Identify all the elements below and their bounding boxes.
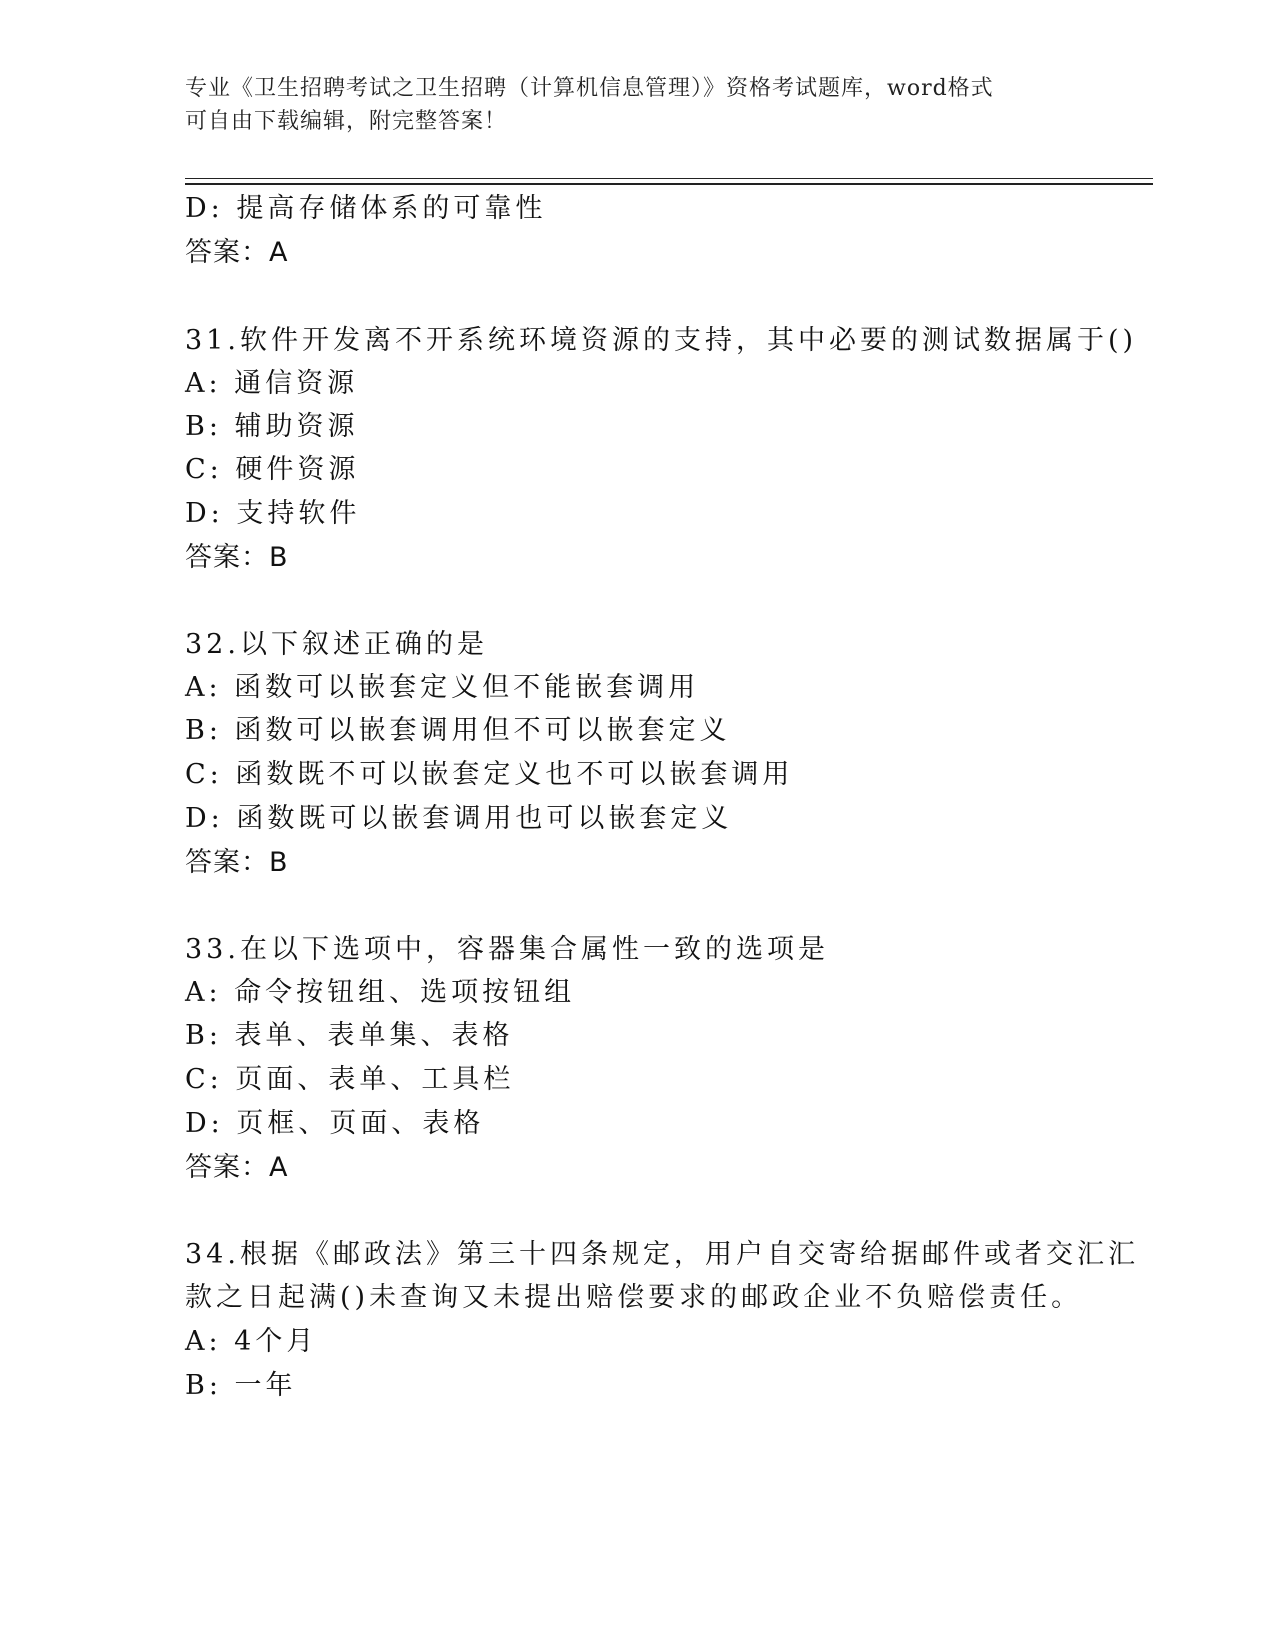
- q31-stem: 31.软件开发离不开系统环境资源的支持，其中必要的测试数据属于(): [185, 325, 1138, 356]
- q31-answer: 答案：B: [185, 542, 289, 573]
- q32-option-d: D: 函数既可以嵌套调用也可以嵌套定义: [185, 803, 733, 834]
- q33-option-b: B: 表单、表单集、表格: [185, 1020, 514, 1051]
- q33-option-a: A: 命令按钮组、选项按钮组: [185, 977, 576, 1008]
- q33-option-d: D: 页框、页面、表格: [185, 1108, 485, 1139]
- prev-answer: 答案：A: [185, 237, 289, 268]
- document-header: [185, 72, 1085, 138]
- prev-option-d: D: 提高存储体系的可靠性: [185, 193, 547, 224]
- q31-option-a: A: 通信资源: [185, 368, 359, 399]
- q34-stem-line-1: 34.根据《邮政法》第三十四条规定，用户自交寄给据邮件或者交汇汇: [185, 1239, 1139, 1270]
- q32-answer: 答案：B: [185, 847, 289, 878]
- q31-option-b: B: 辅助资源: [185, 411, 359, 442]
- header-line-2: 可自由下载编辑，附完整答案！: [185, 109, 508, 134]
- header-line-1: 专业《卫生招聘考试之卫生招聘（计算机信息管理）》资格考试题库，word格式: [185, 76, 994, 101]
- q33-option-c: C: 页面、表单、工具栏: [185, 1064, 515, 1095]
- q32-option-b: B: 函数可以嵌套调用但不可以嵌套定义: [185, 715, 731, 746]
- q34-stem-line-2: 款之日起满()未查询又未提出赔偿要求的邮政企业不负赔偿责任。: [185, 1282, 1083, 1313]
- q31-option-c: C: 硬件资源: [185, 454, 360, 485]
- header-divider-thin: [185, 178, 1153, 179]
- q34-option-a: A: 4个月: [185, 1326, 318, 1357]
- q32-option-c: C: 函数既不可以嵌套定义也不可以嵌套调用: [185, 759, 794, 790]
- q33-answer: 答案：A: [185, 1152, 289, 1183]
- header-divider-thick: [185, 183, 1153, 185]
- q32-stem: 32.以下叙述正确的是: [185, 629, 488, 660]
- q33-stem: 33.在以下选项中，容器集合属性一致的选项是: [185, 934, 829, 965]
- q34-option-b: B: 一年: [185, 1370, 297, 1401]
- q32-option-a: A: 函数可以嵌套定义但不能嵌套调用: [185, 672, 700, 703]
- q31-option-d: D: 支持软件: [185, 498, 361, 529]
